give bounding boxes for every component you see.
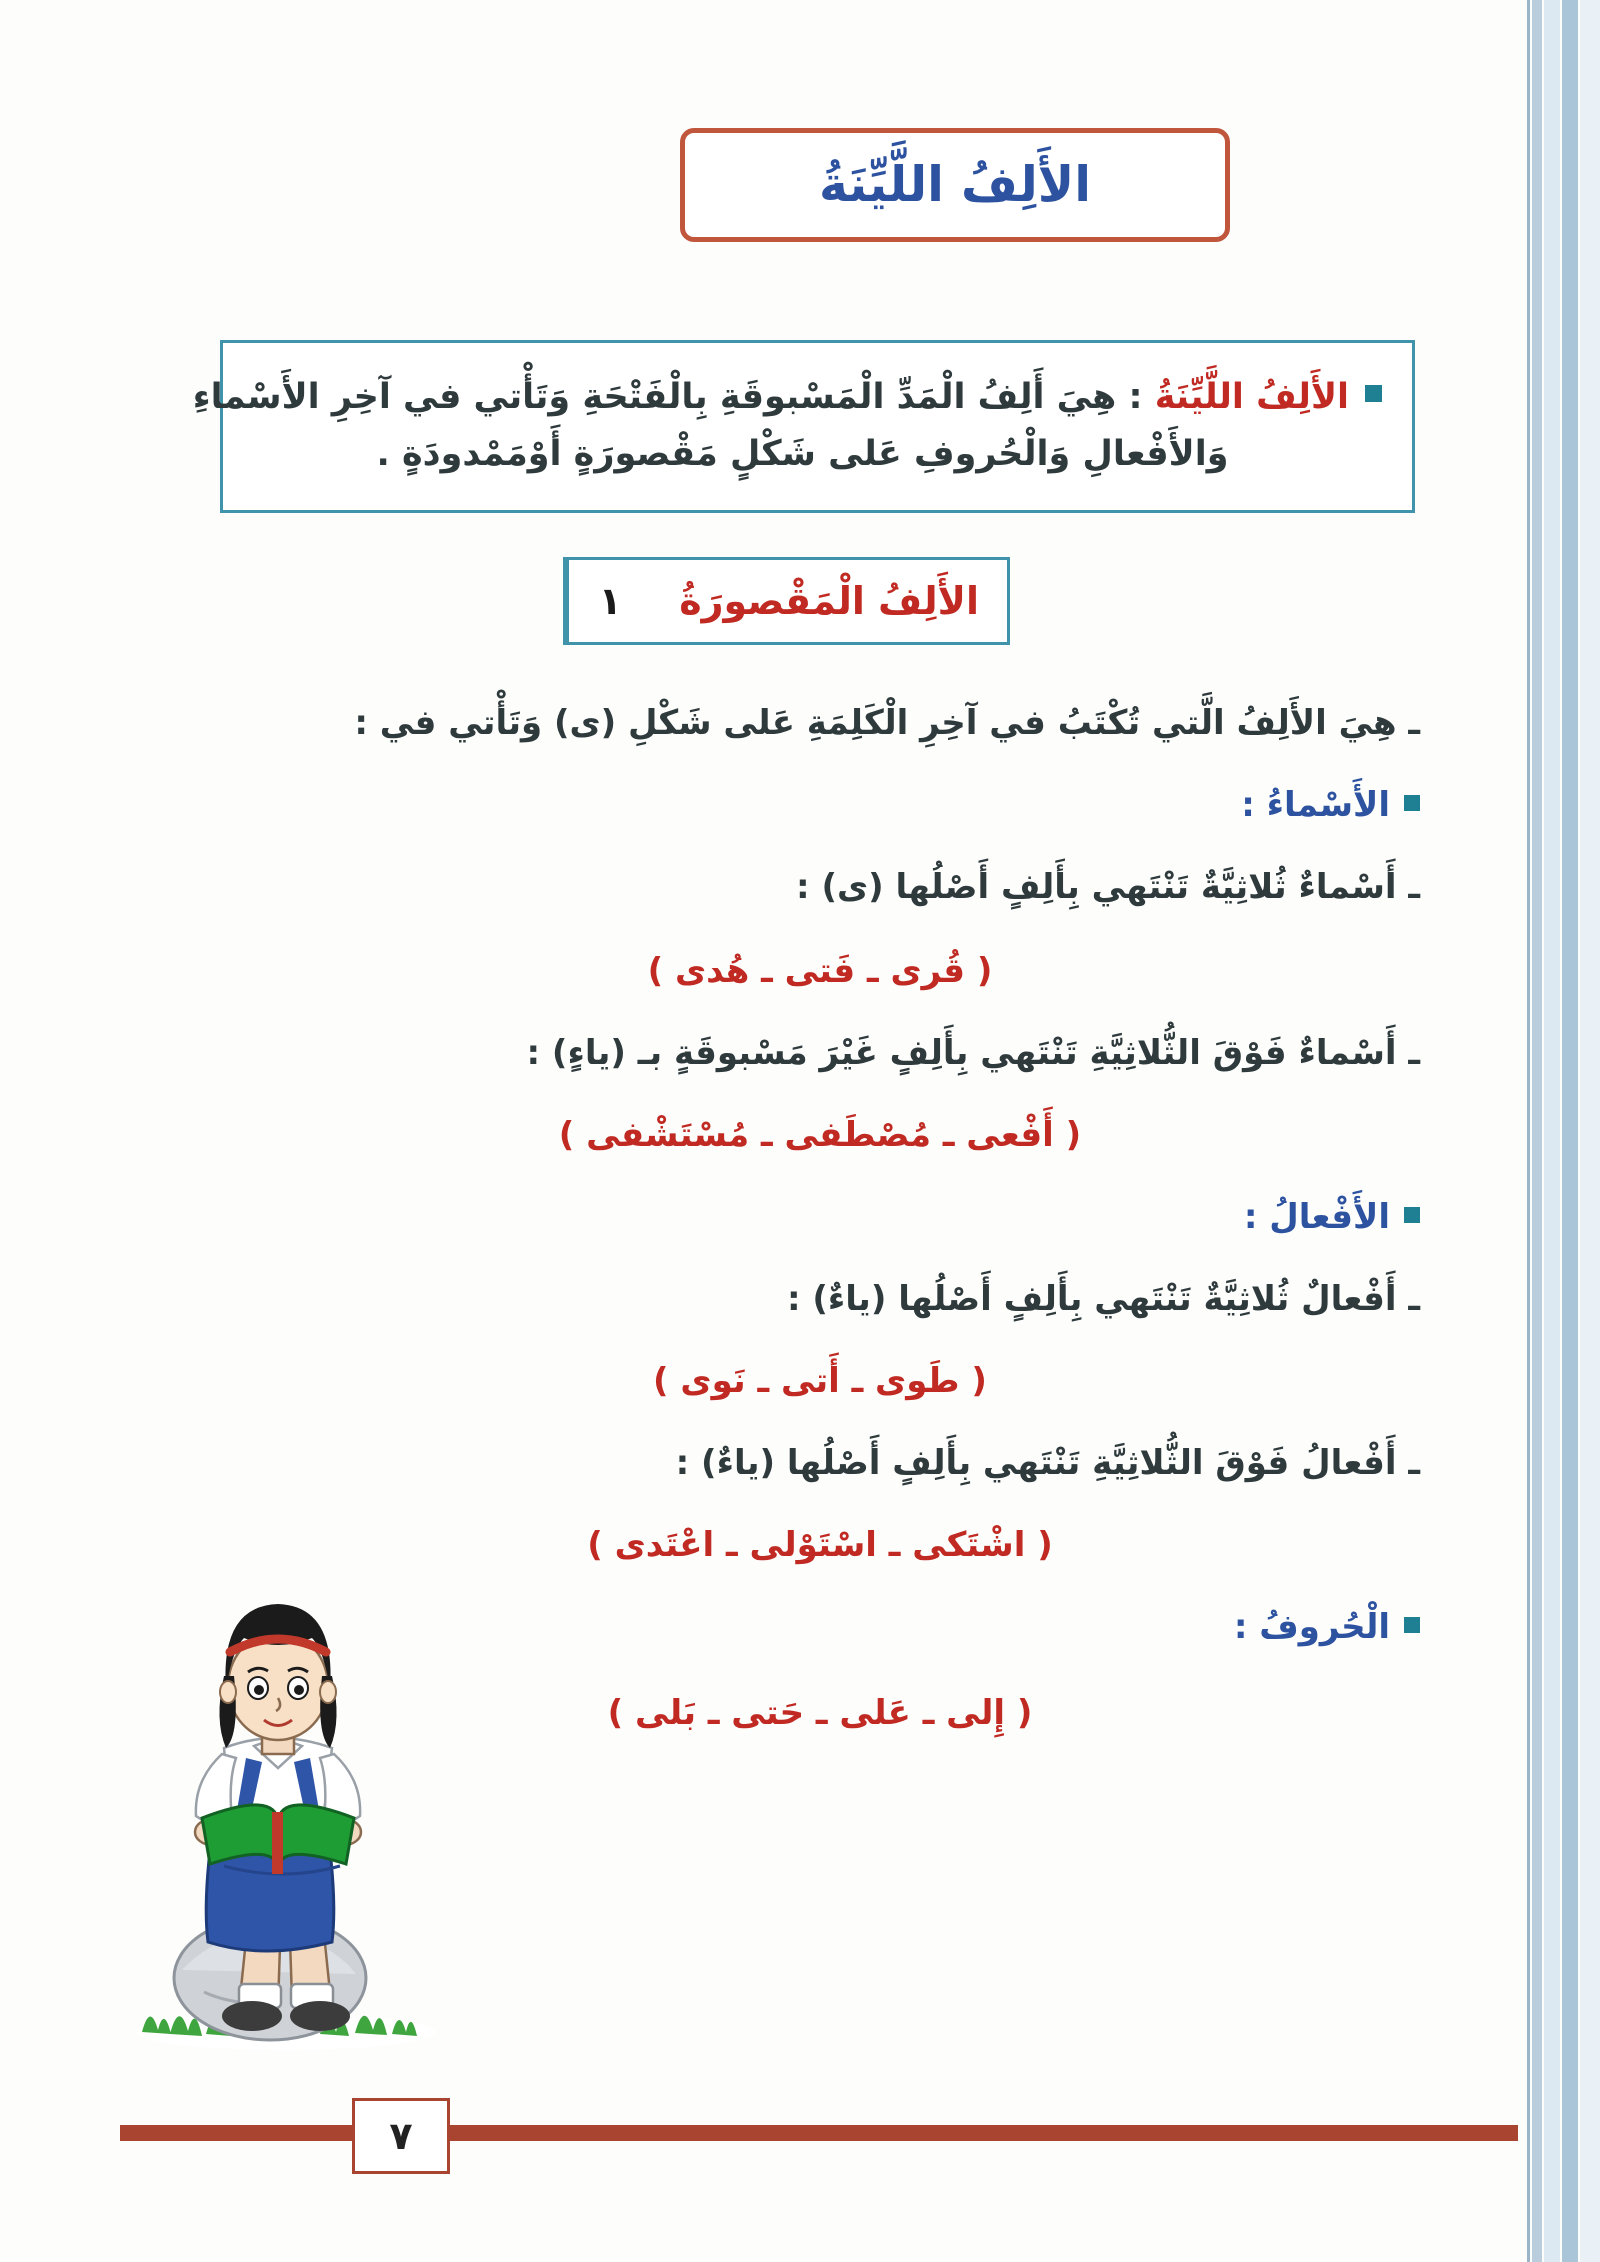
group-heading-verbs-label: الأَفْعالُ : xyxy=(1243,1197,1390,1237)
definition-line-2: وَالأَفْعالِ وَالْحُروفِ عَلى شَكْلٍ مَقْصورَةٍ أَوْمَمْدودَةٍ . xyxy=(376,433,1229,474)
page-spine xyxy=(1518,0,1600,2262)
examples-nouns-1: ( قُرى ـ فَتى ـ هُدى ) xyxy=(647,951,993,991)
definition-box xyxy=(192,340,1415,513)
spine-edge-line xyxy=(1527,0,1530,2262)
spine-band-3 xyxy=(1562,0,1578,2262)
section-number: ١ xyxy=(566,560,651,642)
page-title: الأَلِفُ اللَّيِّنَةُ xyxy=(819,156,1092,214)
footer-rule xyxy=(120,2125,1518,2141)
group-heading-verbs xyxy=(220,1194,1420,1242)
definition-line-1-rest: : هِيَ أَلِفُ الْمَدِّ الْمَسْبوقَةِ بِالْفَتْحَةِ وَتَأْتي في آخِرِ الأَسْماءِ xyxy=(192,377,1155,417)
rule-verbs-1: ـ أَفْعالٌ ثُلاثِيَّةٌ تَنْتَهي بِأَلِفٍ أَصْلُها (ياءٌ) : xyxy=(786,1279,1420,1319)
spine-band-1 xyxy=(1532,0,1542,2262)
rule-nouns-2: ـ أَسْماءٌ فَوْقَ الثُّلاثِيَّةِ تَنْتَهي بِأَلِفٍ غَيْرَ مَسْبوقَةٍ بـ (ياءٍ) : xyxy=(526,1033,1420,1073)
square-bullet-icon xyxy=(1365,385,1382,402)
section-title: الأَلِفُ الْمَقْصورَةُ xyxy=(679,579,979,623)
examples-nouns-2: ( أَفْعى ـ مُصْطَفى ـ مُسْتَشْفى ) xyxy=(558,1115,1082,1155)
group-heading-particles-label: الْحُروفُ : xyxy=(1233,1607,1390,1647)
spine-band-2 xyxy=(1544,0,1560,2262)
spine-band-4 xyxy=(1580,0,1600,2262)
group-heading-nouns xyxy=(220,782,1420,830)
section-header xyxy=(563,557,1010,645)
group-heading-nouns-label: الأَسْماءُ : xyxy=(1241,785,1390,825)
square-bullet-icon xyxy=(1404,1617,1420,1633)
page-title-box xyxy=(680,128,1230,242)
illustration-girl-reading xyxy=(120,1540,450,2060)
page-number: ٧ xyxy=(389,2114,413,2158)
square-bullet-icon xyxy=(1404,795,1420,811)
rule-verbs-2: ـ أَفْعالُ فَوْقَ الثُّلاثِيَّةِ تَنْتَهي بِأَلِفٍ أَصْلُها (ياءٌ) : xyxy=(675,1443,1420,1483)
rule-nouns-1: ـ أَسْماءٌ ثُلاثِيَّةٌ تَنْتَهي بِأَلِفٍ أَصْلُها (ى) : xyxy=(796,867,1420,907)
page-number-box xyxy=(352,2098,450,2174)
square-bullet-icon xyxy=(1404,1207,1420,1223)
definition-term: الأَلِفُ اللَّيِّنَةُ xyxy=(1154,377,1349,417)
examples-particles: ( إِلى ـ عَلى ـ حَتى ـ بَلى ) xyxy=(607,1693,1033,1733)
definition-line-1 xyxy=(192,369,1382,426)
section-intro: ـ هِيَ الأَلِفُ الَّتي تُكْتَبُ في آخِرِ الْكَلِمَةِ عَلى شَكْلِ (ى) وَتَأْتي في : xyxy=(354,703,1420,743)
examples-verbs-2: ( اشْتَكى ـ اسْتَوْلى ـ اعْتَدى ) xyxy=(587,1525,1053,1565)
examples-verbs-1: ( طَوى ـ أَتى ـ نَوى ) xyxy=(653,1361,987,1401)
